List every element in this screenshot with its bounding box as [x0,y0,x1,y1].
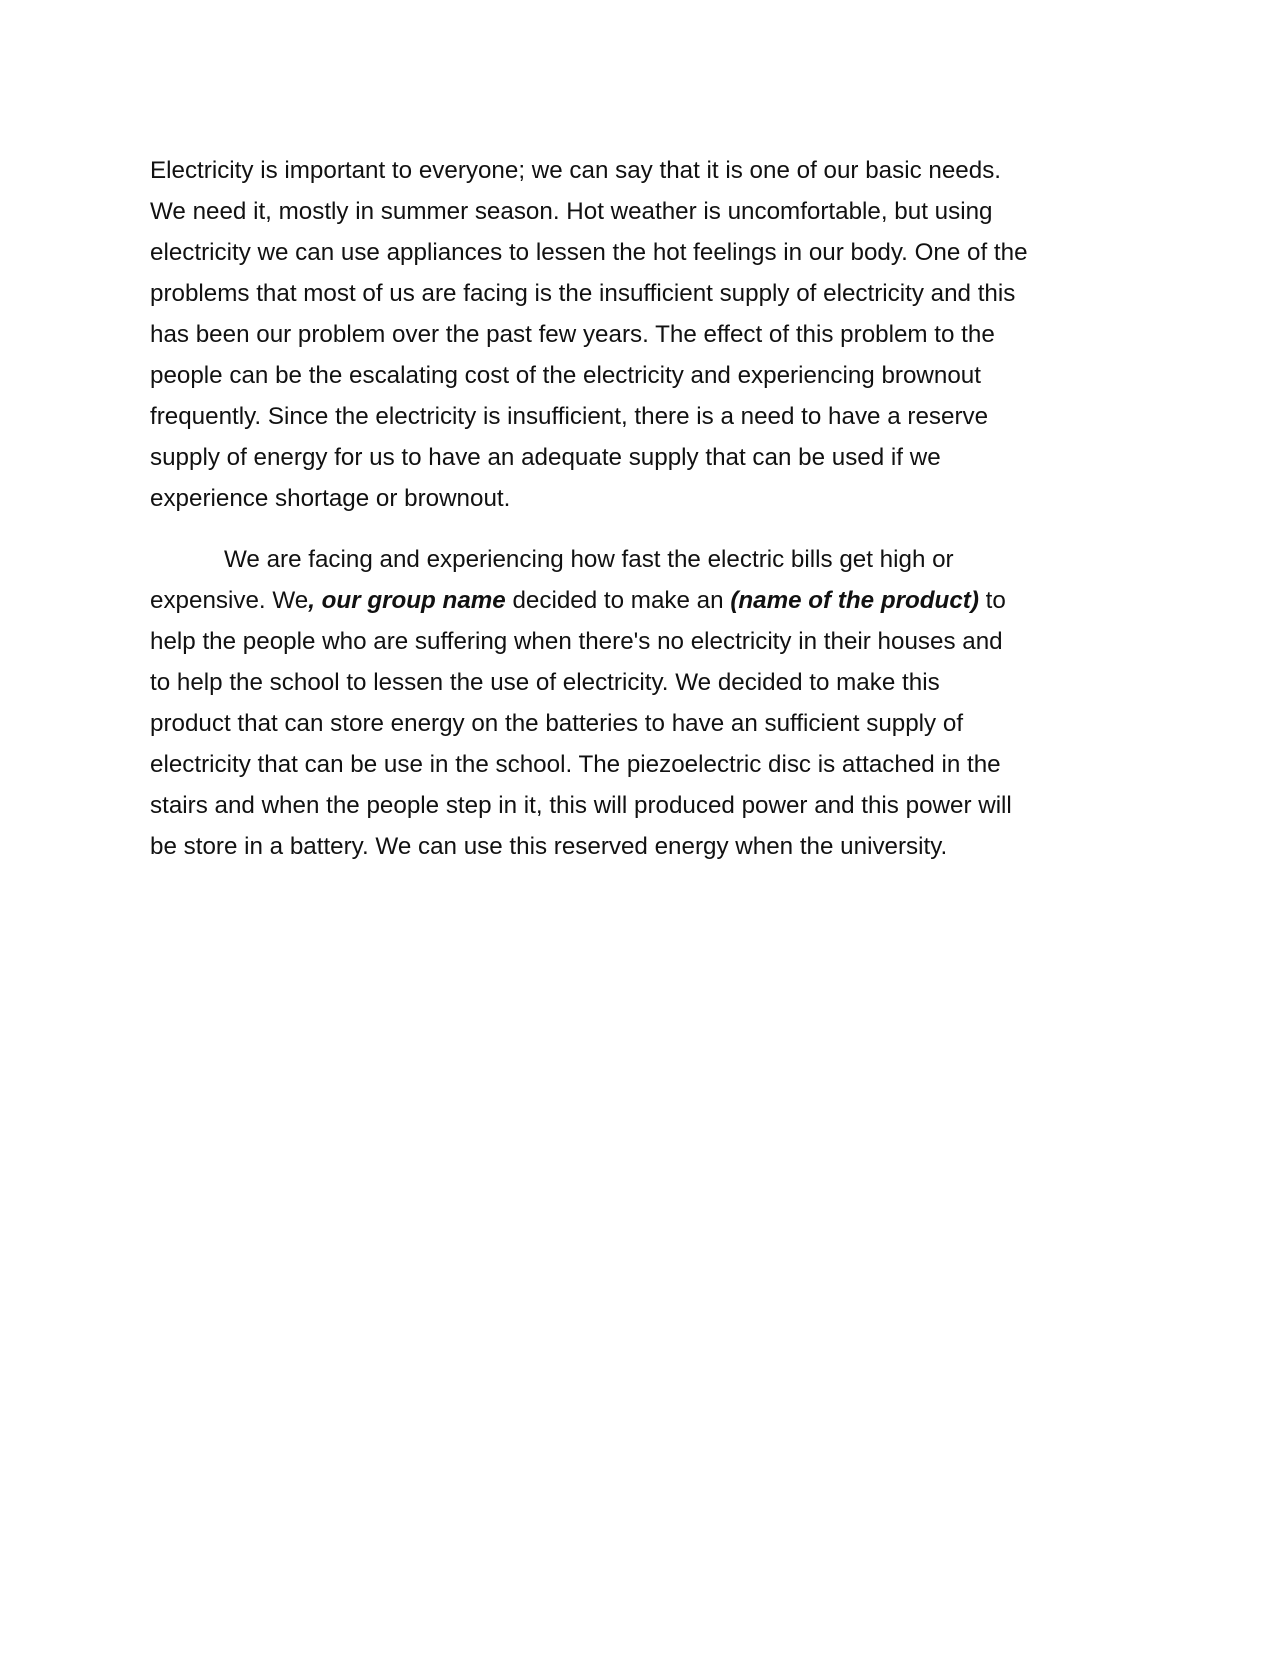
group-name-placeholder: , our group name [308,587,506,614]
paragraph-1-line: supply of energy for us to have an adequate supply that can be used if we [150,444,941,471]
paragraph-1-line: experience shortage or brownout. [150,485,511,512]
paragraph-2-line: to help the school to lessen the use of electricity. We decided to make this [150,669,940,696]
paragraph-2-line: stairs and when the people step in it, this will produced power and this power will [150,792,1012,819]
paragraph-2-line: electricity that can be use in the school. The piezoelectric disc is attached in the [150,751,1001,778]
paragraph-1-line: electricity we can use appliances to lessen the hot feelings in our body. One of the [150,239,1028,266]
paragraph-2-line [150,539,1130,580]
paragraph-1-line: has been our problem over the past few years. The effect of this problem to the [150,321,995,348]
paragraph-2-line [150,580,1130,621]
paragraph-1 [150,150,1130,519]
paragraph-2-line-2-suffix: to [978,587,1006,614]
paragraph-1-line: We need it, mostly in summer season. Hot weather is uncomfortable, but using [150,198,993,225]
paragraph-2-line: product that can store energy on the batteries to have an sufficient supply of [150,710,964,737]
paragraph-2-line: be store in a battery. We can use this reserved energy when the university. [150,833,948,860]
paragraph-1-line: people can be the escalating cost of the electricity and experiencing brownout [150,362,981,389]
paragraph-1-line: problems that most of us are facing is the insufficient supply of electricity and this [150,280,1016,307]
paragraph-2-line-2-mid: decided to make an [505,587,731,614]
paragraph-1-line: Electricity is important to everyone; we can say that it is one of our basic needs. [150,157,1002,184]
product-name-placeholder: (name of the product) [730,587,979,614]
paragraph-2-line-2-prefix: expensive. We [150,587,309,614]
paragraph-2 [150,539,1130,867]
paragraph-1-line: frequently. Since the electricity is insufficient, there is a need to have a reserve [150,403,989,430]
paragraph-2-line: help the people who are suffering when there's no electricity in their houses and [150,628,1003,655]
paragraph-2-line-1-text: We are facing and experiencing how fast the electric bills get high or [224,546,954,573]
document-body [150,150,1130,887]
